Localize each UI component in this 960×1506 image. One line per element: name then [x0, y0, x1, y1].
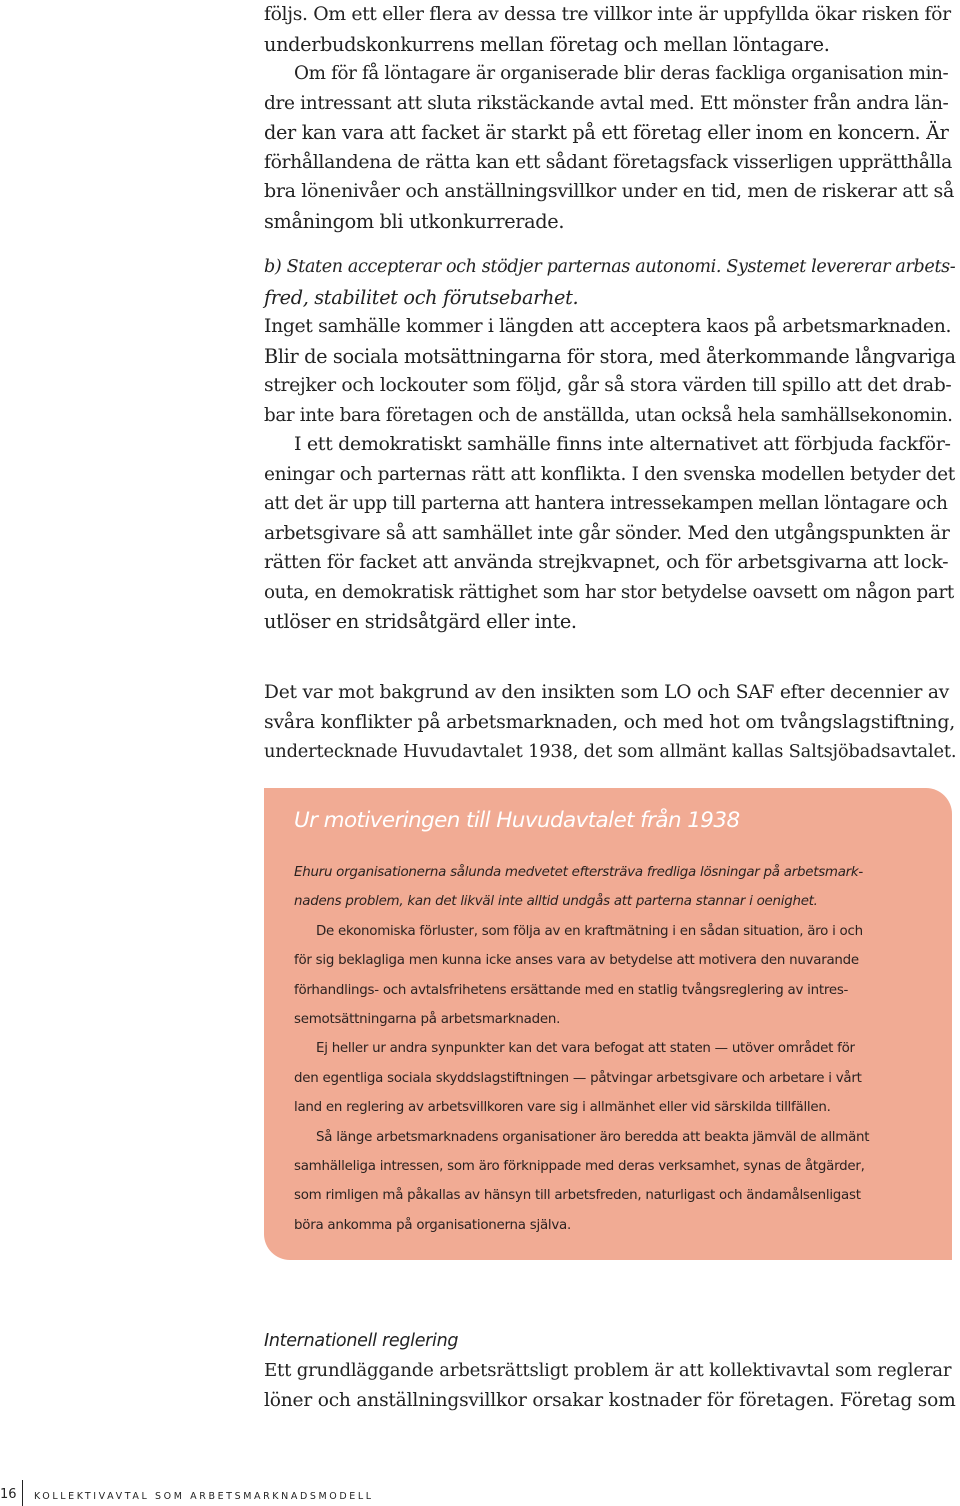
quote-line: förhandlings- och avtalsfrihetens ersättande med en statlig tvångsreglering av intres-	[294, 982, 849, 998]
quote-line: samhälleliga intressen, som äro förknippade med deras verksamhet, synas de åtgärder,	[294, 1159, 865, 1175]
body-line: Ett grundläggande arbetsrättsligt problem är att kollektivavtal som reglerar	[264, 1360, 952, 1381]
body-line: dre intressant att sluta rikstäckande avtal med. Ett mönster från andra län-	[264, 92, 949, 114]
body-line: löner och anställningsvillkor orsakar kostnader för företagen. Företag som	[264, 1389, 956, 1411]
body-line: Inget samhälle kommer i längden att acceptera kaos på arbetsmarknaden.	[264, 316, 952, 337]
quote-line: nadens problem, kan det likväl inte alltid undgås att parterna stannar i oenighet.	[294, 894, 818, 910]
quote-line: Så länge arbetsmarknadens organisationer äro beredda att beakta jämväl de allmänt	[316, 1129, 870, 1145]
section-b-heading: b) Staten accepterar och stödjer parternas autonomi. Systemet levererar arbets-	[264, 257, 956, 277]
footer-divider	[22, 1480, 23, 1506]
section-international-heading: Internationell reglering	[264, 1331, 459, 1351]
quote-title: Ur motiveringen till Huvudavtalet från 1938	[294, 808, 740, 833]
paragraph-huvudavtalet	[264, 678, 957, 767]
quote-line: som rimligen må påkallas av hänsyn till arbetsfreden, naturligast och ändamålsenligast	[294, 1188, 861, 1204]
body-line: Blir de sociala motsättningarna för stora, med återkommande långvariga	[264, 344, 956, 368]
quote-callout-box	[264, 788, 952, 1260]
body-line: bra lönenivåer och anställningsvillkor under en tid, men de riskerar att så	[264, 180, 954, 202]
body-line: I ett demokratiskt samhälle finns inte alternativet att förbjuda fackför-	[294, 433, 951, 455]
body-line: rätten för facket att använda strejkvapnet, och för arbetsgivarna att lock-	[264, 551, 949, 573]
body-line: utlöser en stridsåtgärd eller inte.	[264, 610, 577, 633]
top-paragraphs	[264, 0, 952, 236]
body-line: att det är upp till parterna att hantera intressekampen mellan löntagare och	[264, 493, 948, 514]
section-b-heading: fred, stabilitet och förutsebarhet.	[264, 285, 579, 309]
page-number: 16	[0, 1487, 17, 1502]
quote-line: den egentliga sociala skyddslagstiftningen — påtvingar arbetsgivare och arbetare i vårt	[294, 1070, 862, 1086]
body-line: svåra konflikter på arbetsmarknaden, och med hot om tvångslagstiftning,	[264, 711, 956, 733]
body-line: Om för få löntagare är organiserade blir deras fackliga organisation min-	[294, 63, 949, 84]
body-line: underbudskonkurrens mellan företag och mellan löntagare.	[264, 32, 830, 56]
body-line: arbetsgivare så att samhället inte går sönder. Med den utgångspunkten är	[264, 522, 950, 544]
body-line: bar inte bara företagen och de anställda, utan också hela samhällsekonomin.	[264, 404, 953, 426]
quote-line: De ekonomiska förluster, som följa av en kraftmätning i en sådan situation, äro i och	[316, 923, 863, 939]
section-b	[264, 253, 956, 637]
body-line: strejker och lockouter som följd, går så stora värden till spillo att det drab-	[264, 375, 952, 396]
body-line: der kan vara att facket är starkt på ett företag eller inom en koncern. Är	[264, 121, 949, 144]
quote-line: för sig beklagliga men kunna icke anses vara av betydelse att motivera den nuvarande	[294, 953, 859, 969]
quote-line: böra ankomma på organisationerna själva.	[294, 1217, 572, 1233]
quote-body	[294, 858, 934, 1240]
body-line: förhållandena de rätta kan ett sådant företagsfack visserligen upprätthålla	[264, 151, 952, 173]
quote-line: land en reglering av arbetsvillkoren vare sig i allmänhet eller vid särskilda tillfällen.	[294, 1100, 831, 1116]
quote-line: Ehuru organisationerna sålunda medvetet eftersträva fredliga lösningar på arbetsmark-	[294, 865, 864, 880]
running-title: KOLLEKTIVAVTAL SOM ARBETSMARKNADSMODELL	[34, 1491, 374, 1502]
body-line: följs. Om ett eller flera av dessa tre villkor inte är uppfyllda ökar risken för	[264, 4, 951, 25]
body-line: undertecknade Huvudavtalet 1938, det som allmänt kallas Saltsjöbadsavtalet.	[264, 741, 957, 762]
body-line: outa, en demokratisk rättighet som har stor betydelse oavsett om någon part	[264, 581, 954, 603]
body-line: eningar och parternas rätt att konflikta. I den svenska modellen betyder det	[264, 463, 955, 485]
quote-line: Ej heller ur andra synpunkter kan det vara befogat att staten — utöver området för	[316, 1041, 855, 1057]
section-international	[264, 1326, 956, 1415]
body-line: småningom bli utkonkurrerade.	[264, 209, 565, 233]
page-footer	[0, 1476, 960, 1506]
body-line: Det var mot bakgrund av den insikten som LO och SAF efter decennier av	[264, 682, 950, 703]
quote-line: semotsättningarna på arbetsmarknaden.	[294, 1012, 561, 1028]
